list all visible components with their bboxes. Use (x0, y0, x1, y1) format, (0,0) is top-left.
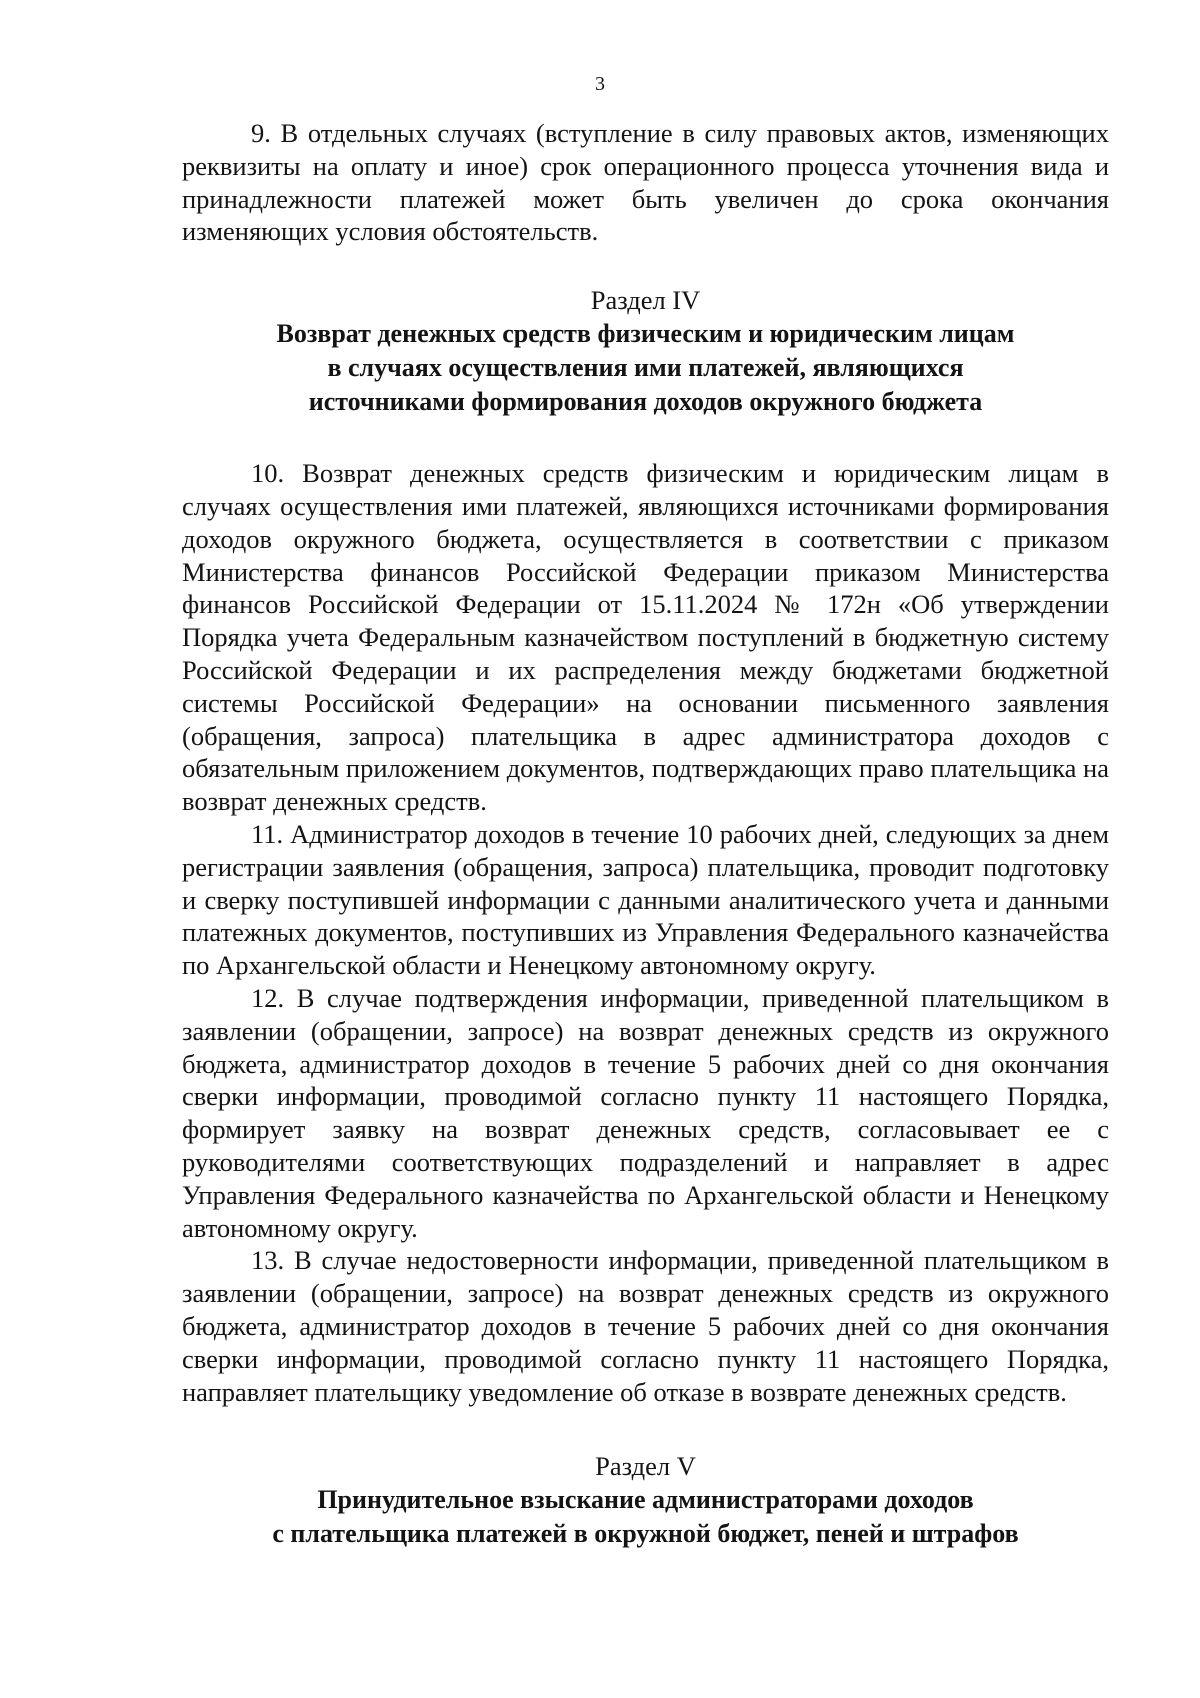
paragraph-11: 11. Администратор доходов в течение 10 рабочих дней, следующих за днем регистрации заявления (обращения, запроса) плательщика, проводит подготовку и сверку поступившей информации с данными аналитического учета и данными платежных документов, поступивших из Управления Федерального казначейства по Архангельской области и Ненецкому автономному округу. (182, 818, 1109, 981)
section-4-header (182, 284, 1109, 419)
paragraph-9: 9. В отдельных случаях (вступление в силу правовых актов, изменяющих реквизиты на оплату и иное) срок операционного процесса уточнения вида и принадлежности платежей может быть увеличен до срока окончания изменяющих условия обстоятельств. (182, 118, 1109, 247)
section-5-title (182, 1483, 1109, 1551)
section-4-heading: Раздел IV (590, 285, 701, 316)
section-4-body (182, 457, 1109, 1408)
page-content (182, 117, 1109, 1551)
paragraph-10: 10. Возврат денежных средств физическим и юридическим лицам в случаях осуществления ими платежей, являющихся источниками формирования доходов окружного бюджета, осуществляется в соответствии с приказом Министерства финансов Российской Федерации приказом Министерства финансов Российской Федерации от 15.11.2024 № 172н «Об утверждении Порядка учета Федеральным казначейством поступлений в бюджетную систему Российской Федерации и их распределения между бюджетами бюджетной системы Российской Федерации» на основании письменного заявления (обращения, запроса) плательщика в адрес администратора доходов с обязательным приложением документов, подтверждающих право плательщика на возврат денежных средств. (182, 458, 1109, 817)
section-4-title-line: источниками формирования доходов окружного бюджета (308, 387, 983, 417)
page-number: 3 (595, 73, 605, 95)
paragraph-12: 12. В случае подтверждения информации, приведенной плательщиком в заявлении (обращении, запросе) на возврат денежных средств из окружного бюджета, администратор доходов в течение 5 рабочих дней со дня окончания сверки информации, проводимой согласно пункту 11 настоящего Порядка, формирует заявку на возврат денежных средств, согласовывает ее с руководителями соответствующих подразделений и направляет в адрес Управления Федерального казначейства по Архангельской области и Ненецкому автономному округу. (182, 982, 1109, 1243)
section-5-title-line: с плательщика платежей в окружной бюджет, пеней и штрафов (272, 1519, 1019, 1549)
section-4-title (182, 317, 1109, 419)
section-5-heading: Раздел V (595, 1451, 696, 1482)
section-5-header (182, 1450, 1109, 1551)
section-5-title-line: Принудительное взыскание администраторами доходов (317, 1485, 974, 1515)
section-4-title-line: Возврат денежных средств физическим и юридическим лицам (276, 319, 1015, 349)
paragraph-13: 13. В случае недостоверности информации, приведенной плательщиком в заявлении (обращении, запросе) на возврат денежных средств из окружного бюджета, администратор доходов в течение 5 рабочих дней со дня окончания сверки информации, проводимой согласно пункту 11 настоящего Порядка, направляет плательщику уведомление об отказе в возврате денежных средств. (182, 1245, 1109, 1407)
section-4-title-line: в случаях осуществления ими платежей, являющихся (327, 353, 964, 383)
